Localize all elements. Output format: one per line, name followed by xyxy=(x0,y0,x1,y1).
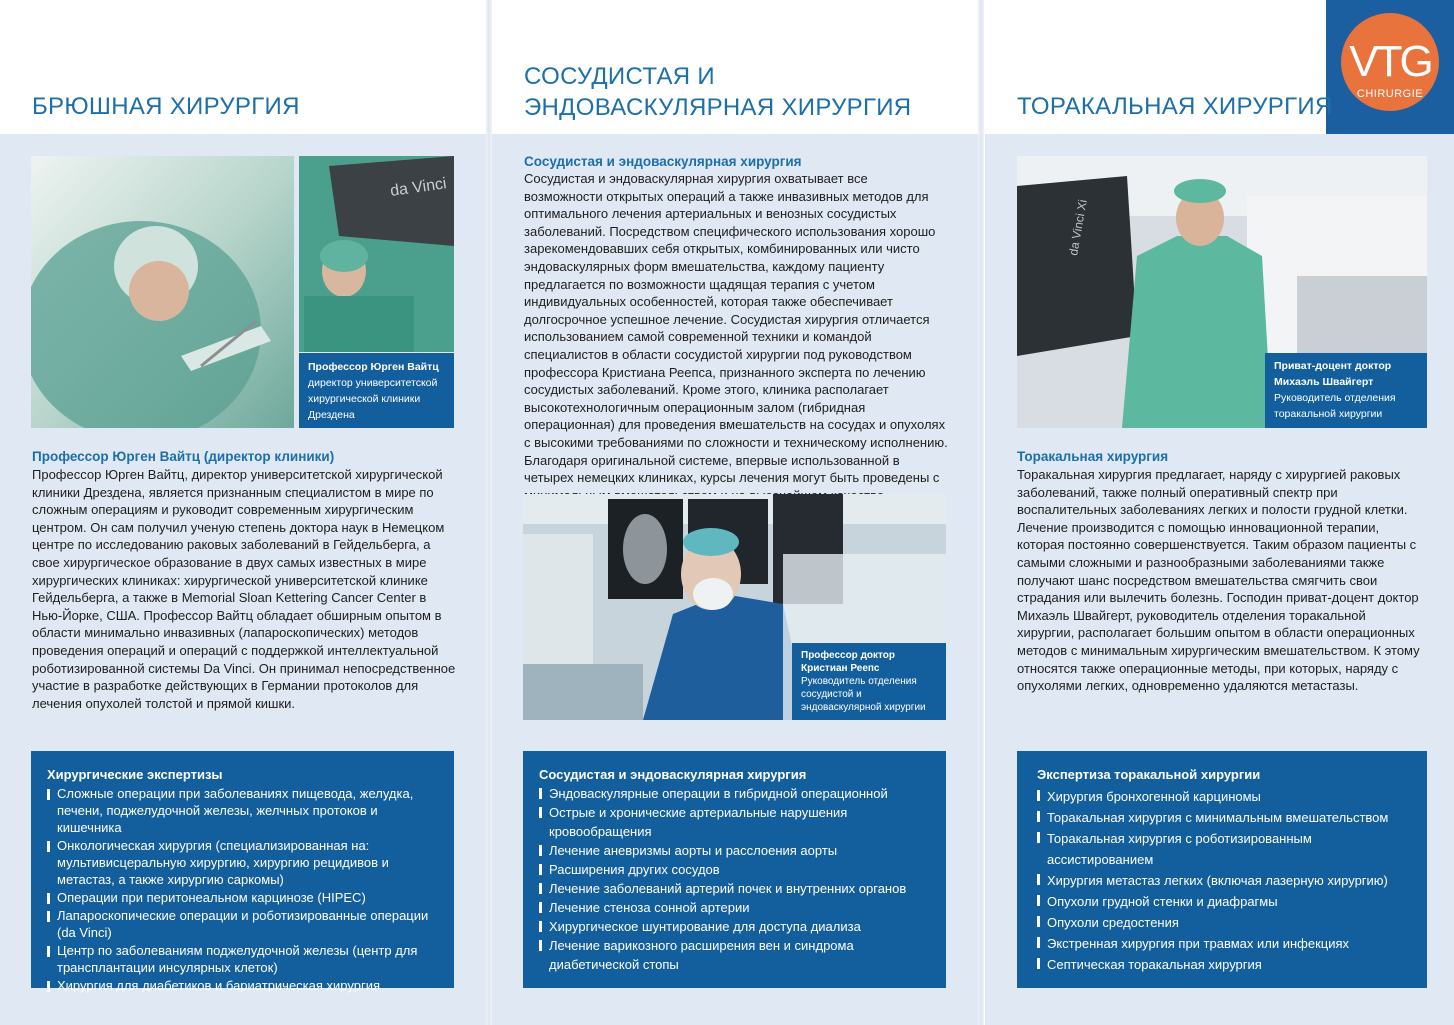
list-item: Экстренная хирургия при травмах или инфекциях xyxy=(1047,933,1411,954)
reeps-caption xyxy=(792,643,946,720)
svg-text:da Vinci: da Vinci xyxy=(389,175,448,200)
list-item: Расширения других сосудов xyxy=(549,860,930,879)
list-item: Центр по заболеваниям поджелудочной железы (центр для трансплантации инсулярных клеток) xyxy=(57,942,438,976)
logo-subtext: CHIRURGIE xyxy=(1356,88,1424,100)
list-item: Хирургия метастаз легких (включая лазерную хирургию) xyxy=(1047,870,1411,891)
list-item: Торакальная хирургия с минимальным вмешательством xyxy=(1047,807,1411,828)
vascular-expertise-box xyxy=(523,751,946,988)
vascular-subheading: Сосудистая и эндоваскулярная хирургия xyxy=(524,154,802,169)
caption-name: Приват-доцент доктор Михаэль Швайгерт xyxy=(1274,360,1392,388)
list-item: Лечение стеноза сонной артерии xyxy=(549,898,930,917)
box-title: Сосудистая и эндоваскулярная хирургия xyxy=(539,767,807,782)
thoracic-title: ТОРАКАЛЬНАЯ ХИРУРГИЯ xyxy=(1017,93,1333,120)
svg-text:da Vinci Xi: da Vinci Xi xyxy=(1066,198,1090,257)
list-item: Эндоваскулярные операции в гибридной операционной xyxy=(549,784,930,803)
caption-name: Профессор Юрген Вайтц xyxy=(308,361,439,373)
list-item: Онкологическая хирургия (специализированная на: мультивисцеральную хирургию, хирургию рецидивов и метастаз, а также хирургию саркомы) xyxy=(57,837,438,888)
box-title: Хирургические экспертизы xyxy=(47,767,223,782)
abdominal-title: БРЮШНАЯ ХИРУРГИЯ xyxy=(32,93,300,120)
list-item: Торакальная хирургия с роботизированным ассистированием xyxy=(1047,828,1411,870)
caption-role: директор университетской хирургической клиники Дрездена xyxy=(308,377,438,421)
caption-role: Руководитель отделения сосудистой и эндоваскулярной хирургии xyxy=(801,676,926,713)
list-item: Операции при перитонеальном карцинозе (HIPEC) xyxy=(57,889,438,906)
abdominal-body: Профессор Юрген Вайтц, директор университетской хирургической клиники Дрездена, является признанным специалистом в мире по сложным операциям и руководит современным хирургическим центром. Он сам получил ученую степень доктора наук в Немецком центре по исследованию раковых заболеваний в Гейдельберга, а свое хирургическое образование в двух самых известных в мире хирургических клиниках: хирургической университетской клинике Гейдельберга, а также в Memorial Sloan Kettering Cancer Center в Нью-Йорке, США. Профессор Вайтц обладает обширным опытом в области минимально инвазивных (лапароскопических) методов проведения операций и операций с поддержкой интеллектуальной роботизированной системы Da Vinci. Он принимал непосредственное участие в разработке действующих в Германии протоколов для лечения опухолей толстой и прямой кишки. xyxy=(32,467,456,711)
list-item: Хирургия для диабетиков и бариатрическая хирургия xyxy=(57,977,438,994)
list-item: Септическая торакальная хирургия xyxy=(1047,954,1411,975)
vascular-title xyxy=(524,61,911,123)
fold-gutter xyxy=(978,0,984,1025)
surgeon-operating-photo xyxy=(31,156,294,428)
vtg-logo xyxy=(1326,0,1454,134)
list-item: Опухоли средостения xyxy=(1047,912,1411,933)
box-title: Экспертиза торакальной хирургии xyxy=(1037,767,1261,782)
list-item: Хирургия бронхогенной карциномы xyxy=(1047,786,1411,807)
expertise-list xyxy=(539,784,930,974)
list-item: Острые и хронические артериальные нарушения кровообращения xyxy=(549,803,930,841)
thoracic-expertise-box xyxy=(1017,751,1427,988)
list-item: Лапароскопические операции и роботизированные операции (da Vinci) xyxy=(57,907,438,941)
list-item: Хирургическое шунтирование для доступа диализа xyxy=(549,917,930,936)
da-vinci-robot-photo xyxy=(299,156,454,352)
weitz-caption xyxy=(299,353,454,428)
thoracic-subheading: Торакальная хирургия xyxy=(1017,449,1169,464)
list-item: Лечение заболеваний артерий почек и внутренних органов xyxy=(549,879,930,898)
thoracic-body: Торакальная хирургия предлагает, наряду с хирургией раковых заболеваний, также полный оперативный спектр при воспалительных заболеваниях легких и полости грудной клетки. Лечение производится с помощью инновационной терапии, которая постоянно совершенствуется. Таким образом пациенты с самыми сложными и разнообразными заболеваниями также получают шанс посредством вмешательства смягчить свои страдания или вылечить болезнь. Господин приват-доцент доктор Михаэль Швайгерт, руководитель отделения торакальной хирургии, располагает большим опытом в области операционных методов с минимальным хирургическим вмешательством. К этому относятся также операционные методы, при которых, наряду с опухолями легких, одновременно удаляются метастазы. xyxy=(1017,467,1420,694)
expertise-list xyxy=(1037,786,1411,975)
list-item: Лечение аневризмы аорты и расслоения аорты xyxy=(549,841,930,860)
list-item: Лечение варикозного расширения вен и синдрома диабетической стопы xyxy=(549,936,930,974)
list-item: Сложные операции при заболеваниях пищевода, желудка, печени, поджелудочной железы, желчных протоков и кишечника xyxy=(57,785,438,836)
title-line: ЭНДОВАСКУЛЯРНАЯ ХИРУРГИЯ xyxy=(524,94,912,121)
abdominal-expertise-box xyxy=(31,751,454,993)
title-line: СОСУДИСТАЯ И xyxy=(524,63,715,90)
list-item: Опухоли грудной стенки и диафрагмы xyxy=(1047,891,1411,912)
caption-name: Профессор доктор Кристиан Реепс xyxy=(801,650,896,674)
abdominal-subheading: Профессор Юрген Вайтц (директор клиники) xyxy=(32,449,335,464)
vascular-body: Сосудистая и эндоваскулярная хирургия охватывает все возможности открытых операций а также инвазивных методов для оптимального лечения артериальных и венозных сосудистых заболеваний. Посредством специфического использования хорошо зарекомендовавших себя открытых, комбинированных или чисто эндоваскулярных форм вмешательства, каждому пациенту предлагается по возможности щадящая терапия с учетом индивидуальных особенностей, которая также обеспечивает долгосрочное успешное лечение. Сосудистая хирургия отличается использованием самой современной техники и командой специалистов в области сосудистой хирургии под руководством профессора Кристиана Реепса, признанного эксперта по лечению сосудистых заболеваний. Кроме этого, клиника располагает высокотехнологичным операционным залом (гибридная операционная) для проведения вмешательств на сосудах и опухолях с высокими требованиями по сложности и техническому исполнению. Благодаря оригинальной системе, впервые использованной в четырех немецких клиниках, курсы лечения могут быть проведены с xyxy=(524,171,948,486)
caption-role: Руководитель отделения торакальной хирургии xyxy=(1274,392,1396,420)
logo-text: VTG xyxy=(1349,37,1431,86)
expertise-list xyxy=(47,785,438,994)
schweigert-caption xyxy=(1265,353,1427,428)
